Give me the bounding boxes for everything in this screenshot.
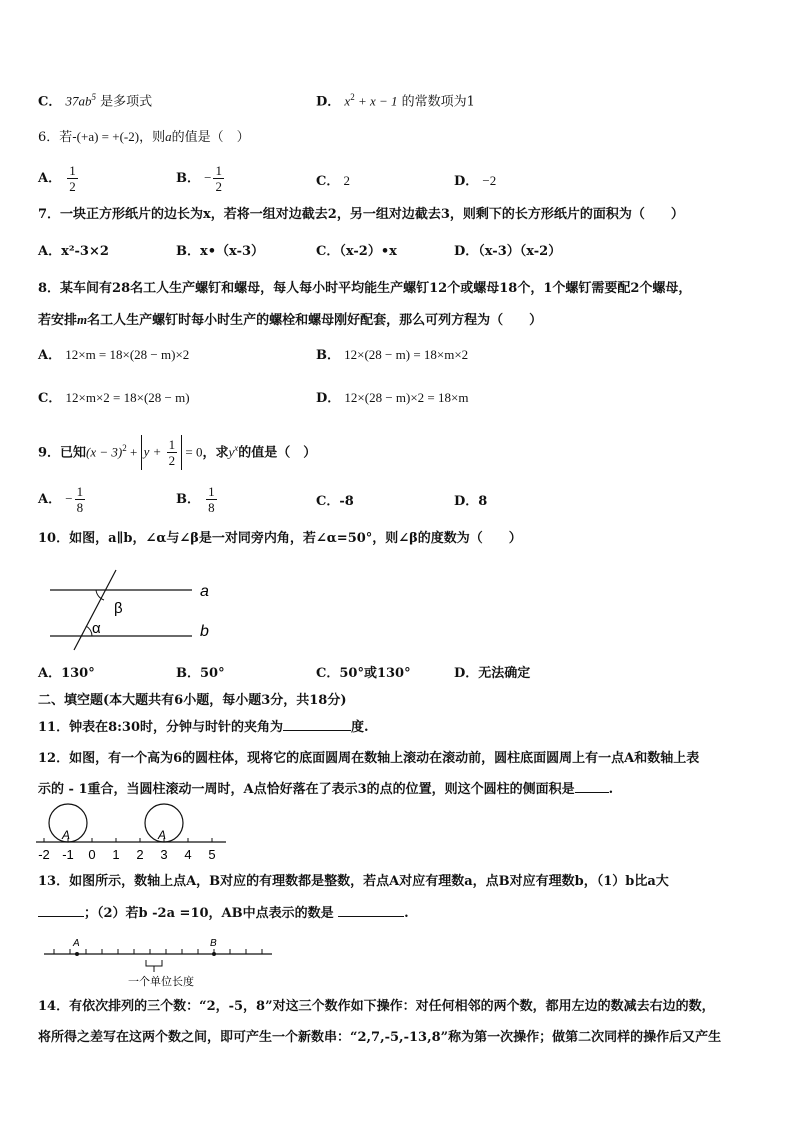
q8-option-b-val: 12×(28 − m) = 18×m×2 — [344, 347, 469, 362]
q13-unit-label: 一个单位长度 — [128, 976, 194, 988]
q13-point-b-label: B — [210, 938, 217, 949]
q8-option-c-val: 12×m×2 = 18×(28 − m) — [65, 390, 190, 405]
q14-line2: 将所得之差写在这两个数之间，即可产生一个新数串：“2,7,-5,-13,8”称为第一次操作；做第二次同样的操作后又产生 — [38, 1030, 722, 1045]
q10-option-b-val: 50° — [200, 666, 225, 681]
q11-post: 度. — [351, 720, 369, 735]
q6-option-d — [454, 172, 496, 191]
q9-option-d — [454, 493, 487, 511]
q12-tick-label: 4 — [184, 847, 192, 862]
q12-tick-label: 5 — [208, 847, 216, 862]
q6-option-b-den: 2 — [215, 179, 222, 194]
q11 — [38, 718, 369, 737]
q6-option-b-label: B． — [176, 171, 200, 186]
q13-line1: 13．如图所示，数轴上点A，B对应的有理数都是整数，若点A对应有理数a，点B对应有理数b，（1）b比a大 — [38, 874, 669, 889]
q9-option-d-label: D． — [454, 494, 479, 509]
q12-line1: 12．如图，有一个高为6的圆柱体，现将它的底面圆周在数轴上滚动在滚动前，圆柱底面圆周上有一点A和数轴上表 — [38, 751, 700, 766]
q9-option-a-num: 1 — [76, 484, 84, 499]
q8-option-a — [38, 346, 189, 365]
q8-option-b-label: B． — [316, 348, 340, 363]
q10-beta-label: β — [114, 600, 123, 617]
q10-b-label: b — [200, 623, 209, 640]
q11-blank — [283, 718, 351, 731]
q9-option-d-val: 8 — [478, 494, 488, 509]
q9-option-a-frac — [75, 484, 86, 515]
q7-option-d — [454, 243, 561, 261]
q9-exp1: 2 — [122, 443, 127, 453]
q12-point-a-start: A — [62, 828, 71, 842]
q9-expr1: (x − 3) — [86, 444, 123, 460]
q13-blank1 — [38, 904, 84, 917]
q12-tick-label: 3 — [160, 847, 168, 862]
q9-abs-y: y + — [143, 444, 165, 460]
q5-option-c — [38, 88, 152, 111]
q7-option-c-label: C． — [316, 244, 340, 259]
q10-option-d-val: 无法确定 — [478, 666, 531, 681]
q10-option-a-val: 130° — [61, 666, 95, 681]
q8-stem-line1: 8．某车间有28名工人生产螺钉和螺母，每人每小时平均能生产螺钉12个或螺母18个，1个螺钉需要配2个螺母， — [38, 281, 692, 296]
q8-stem2-post: 名工人生产螺钉时每小时生产的螺栓和螺母刚好配套，那么可列方程为（ ） — [87, 313, 543, 328]
q10-parallel-lines-figure — [40, 566, 230, 652]
q6-stem-expr: (+a) = +(-2) — [76, 129, 140, 144]
q8-stem2-pre: 若安排 — [38, 313, 78, 328]
q9-option-b-frac — [206, 484, 217, 515]
q9-yexp: x — [234, 443, 239, 453]
q12-tick-label: -1 — [62, 847, 74, 862]
q6-option-b — [176, 163, 226, 194]
q9-stem-pre: 9．已知 — [38, 445, 87, 461]
q6-stem-end: 的值是（ ） — [171, 130, 250, 145]
q8-stem2-var: m — [77, 312, 88, 327]
q12-blank — [575, 780, 609, 793]
q7-option-b-label: B． — [176, 244, 200, 259]
q9-option-a-sign: − — [65, 491, 73, 506]
q12-number-line-figure — [34, 802, 230, 864]
q9-abs-frac — [167, 437, 178, 468]
q9-expr2: + — [126, 444, 141, 460]
q10-option-c — [316, 665, 411, 683]
q7-option-d-label: D． — [454, 244, 479, 259]
q10-option-a-label: A． — [38, 666, 62, 681]
q9-option-b-num: 1 — [208, 484, 215, 499]
q5-option-d-text: 的常数项为1 — [401, 94, 475, 110]
q9-expr3: = 0 — [182, 444, 203, 460]
q7-option-b-val: x•（x-3） — [200, 244, 265, 259]
q6-stem — [38, 128, 250, 147]
q10-option-d-label: D． — [454, 666, 479, 681]
q5-option-c-text: 是多项式 — [100, 94, 153, 110]
q8-option-b — [316, 346, 468, 365]
q5-option-d-label: D． — [316, 94, 341, 110]
q6-option-c — [316, 172, 350, 191]
q6-option-b-num: 1 — [215, 163, 222, 178]
q10-option-d — [454, 665, 530, 683]
q6-option-b-sign: − — [204, 170, 212, 185]
q8-option-a-val: 12×m = 18×(28 − m)×2 — [65, 347, 190, 362]
q12-line2-end: . — [608, 782, 614, 797]
q13-point-a-label: A — [73, 938, 80, 949]
q9-end: 的值是（ ） — [238, 445, 317, 461]
q6-option-b-frac — [213, 163, 224, 194]
q12-line2 — [38, 780, 613, 799]
q14-line1: 14．有依次排列的三个数：“2，-5，8”对这三个数作如下操作：对任何相邻的两个数，都用左边的数减去右边的数， — [38, 999, 715, 1014]
q7-stem: 7．一块正方形纸片的边长为x，若将一组对边截去2，另一组对边截去3，则剩下的长方形纸片的面积为（ ） — [38, 207, 684, 222]
q10-option-b-label: B． — [176, 666, 200, 681]
q9-option-c — [316, 493, 354, 511]
q5-option-d-rest: + x − 1 — [354, 93, 398, 109]
q5-option-d — [316, 88, 475, 111]
q10-alpha-label: α — [92, 620, 101, 637]
q13-blank2 — [338, 904, 404, 917]
q8-stem-line2 — [38, 311, 542, 330]
section-title: 二、填空题(本大题共有6小题，每小题3分，共18分) — [38, 693, 347, 708]
q6-stem-pre: 6．若- — [38, 130, 77, 145]
q6-option-c-label: C． — [316, 174, 340, 189]
q13-point-a-dot — [75, 952, 79, 956]
q8-option-d — [316, 389, 468, 408]
q12-tick-label: 1 — [112, 847, 120, 862]
q6-option-a-num: 1 — [69, 163, 76, 178]
q5-option-c-expr: 37ab — [65, 93, 92, 109]
q10-option-a — [38, 665, 95, 683]
q6-option-d-val: −2 — [482, 173, 497, 188]
q9-option-b — [176, 484, 219, 515]
q12-line2-text: 示的 - 1重合，当圆柱滚动一周时，A点恰好落在了表示3的点的位置，则这个圆柱的侧面积是 — [38, 782, 575, 797]
q6-option-a-frac — [67, 163, 78, 194]
q9-option-b-label: B． — [176, 492, 200, 507]
q5-option-d-x: x — [344, 93, 351, 109]
q10-option-c-label: C． — [316, 666, 340, 681]
q8-option-d-val: 12×(28 − m)×2 = 18×m — [344, 390, 469, 405]
q11-pre: 11．钟表在8:30时，分钟与时针的夹角为 — [38, 720, 284, 735]
q9-option-a — [38, 484, 87, 515]
q12-point-a-end: A — [158, 828, 167, 842]
q10-stem: 10．如图，a∥b，∠α与∠β是一对同旁内角，若∠α=50°，则∠β的度数为（ ） — [38, 531, 522, 546]
q9-option-b-den: 8 — [208, 500, 215, 515]
q8-option-c — [38, 389, 190, 408]
q6-option-a-den: 2 — [69, 179, 76, 194]
q5-option-c-label: C． — [38, 94, 62, 110]
q10-a-label: a — [200, 583, 209, 600]
q9-y: y — [228, 444, 235, 460]
q5-option-d-exp: 2 — [350, 92, 355, 102]
q8-option-d-label: D． — [316, 391, 341, 406]
q7-option-a-label: A． — [38, 244, 62, 259]
q7-option-d-val: （x-3）（x-2） — [478, 244, 562, 259]
q9-abs — [141, 435, 183, 470]
q9-option-a-label: A． — [38, 492, 62, 507]
q6-option-a-label: A． — [38, 171, 62, 186]
q10-transversal — [74, 570, 116, 650]
q13-point-b-dot — [212, 952, 216, 956]
q13-line2 — [38, 904, 409, 923]
q7-option-c-val: （x-2）•x — [339, 244, 397, 259]
q13-ticks — [54, 949, 262, 954]
q8-option-c-label: C． — [38, 391, 62, 406]
q9-option-c-label: C． — [316, 494, 340, 509]
q6-option-a — [38, 163, 80, 194]
q7-option-b — [176, 243, 264, 261]
q9-abs-num: 1 — [168, 437, 176, 453]
q13-line2-end: . — [404, 906, 409, 921]
q13-unit-bracket — [146, 960, 162, 966]
q9-abs-den: 2 — [168, 453, 176, 469]
q12-tick-label: 0 — [88, 847, 96, 862]
q6-option-c-val: 2 — [343, 173, 350, 188]
q6-option-d-label: D． — [454, 174, 479, 189]
q10-option-c-val: 50°或130° — [339, 666, 411, 681]
q13-number-line-figure — [40, 936, 280, 994]
q13-line2-mid: ；（2）若b -2a =10，AB中点表示的数是 — [84, 906, 334, 921]
q12-tick-label: -2 — [38, 847, 50, 862]
q9-option-a-den: 8 — [76, 500, 84, 515]
q5-option-c-exp: 5 — [91, 92, 96, 102]
q9-stem — [38, 430, 316, 471]
q7-option-a-val: x²-3×2 — [61, 244, 109, 259]
q7-option-a — [38, 243, 109, 261]
q8-option-a-label: A． — [38, 348, 62, 363]
q12-tick-label: 2 — [136, 847, 144, 862]
q9-option-c-val: -8 — [339, 494, 354, 509]
q6-stem-var: a — [165, 129, 172, 144]
q10-option-b — [176, 665, 225, 683]
q7-option-c — [316, 243, 397, 261]
q9-mid: ，求 — [202, 445, 229, 461]
q6-stem-post: ，则 — [139, 130, 166, 145]
